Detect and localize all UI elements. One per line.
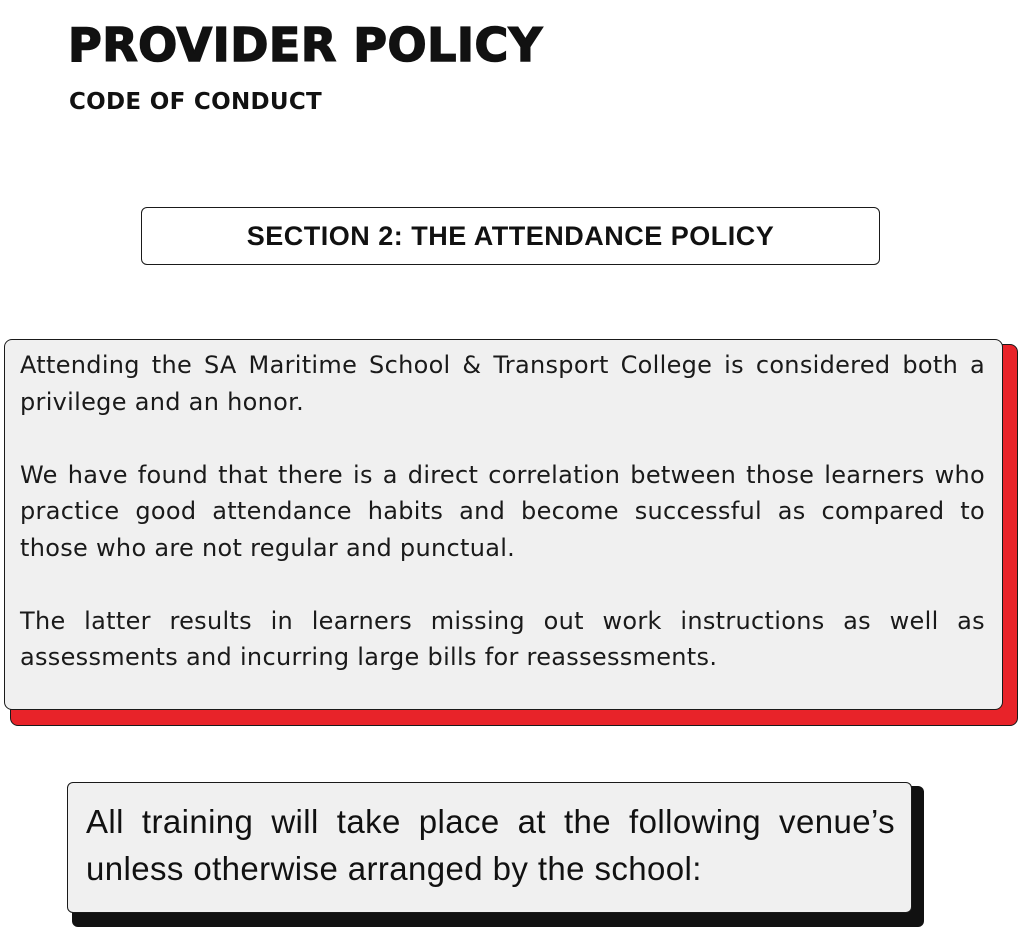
page-subtitle: CODE OF CONDUCT xyxy=(69,89,323,115)
venue-card xyxy=(67,782,912,913)
attendance-card xyxy=(4,339,1003,710)
attendance-paragraph-3: The latter results in learners missing out work instructions as well as assessments and incurring large bills for reassessments. xyxy=(20,606,985,671)
venue-text: All training will take place at the following venue’s unless otherwise arranged by the school: xyxy=(86,803,895,887)
attendance-paragraph-2: We have found that there is a direct correlation between those learners who practice good attendance habits and become successful as compared to those who are not regular and punctual. xyxy=(20,460,985,562)
attendance-paragraph-1: Attending the SA Maritime School & Transport College is considered both a privilege and an honor. xyxy=(20,351,985,416)
section-heading: SECTION 2: THE ATTENDANCE POLICY xyxy=(246,220,775,251)
page-title: PROVIDER POLICY xyxy=(68,18,543,72)
section-heading-box xyxy=(141,207,880,265)
